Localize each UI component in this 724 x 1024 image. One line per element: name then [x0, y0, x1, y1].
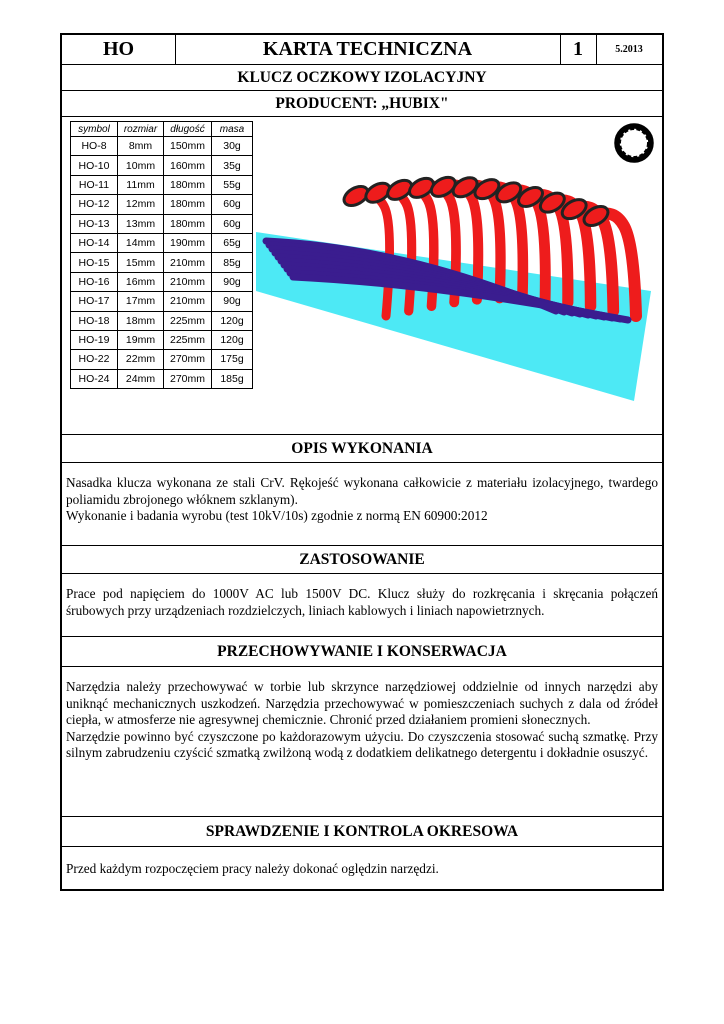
spec-table-header: [71, 122, 253, 137]
table-cell: 11mm: [118, 175, 164, 194]
table-row: [71, 175, 253, 194]
table-cell: 190mm: [164, 233, 212, 252]
paragraph: Nasadka klucza wykonana ze stali CrV. Rękojeść wykonana całkowicie z materiału izolacyjnego, twardego poliamidu zbrojonego włóknem szklanym).: [66, 475, 658, 507]
section-title-kontrola: SPRAWDZENIE I KONTROLA OKRESOWA: [62, 817, 662, 847]
table-row: [71, 272, 253, 291]
table-cell: 16mm: [118, 272, 164, 291]
spec-area: [62, 117, 662, 435]
header-row: [62, 35, 662, 65]
table-cell: 14mm: [118, 233, 164, 252]
table-cell: HO-13: [71, 214, 118, 233]
table-cell: 180mm: [164, 214, 212, 233]
col-header: rozmiar: [118, 122, 164, 137]
table-cell: 160mm: [164, 156, 212, 175]
table-cell: 270mm: [164, 350, 212, 369]
table-row: [71, 369, 253, 388]
table-cell: 225mm: [164, 311, 212, 330]
table-cell: HO-14: [71, 233, 118, 252]
section-title-przechowywanie: PRZECHOWYWANIE I KONSERWACJA: [62, 637, 662, 667]
paragraph: Wykonanie i badania wyrobu (test 10kV/10s) zgodnie z normą EN 60900:2012: [66, 508, 488, 524]
table-cell: 15mm: [118, 253, 164, 272]
section-body-zastosowanie: [62, 574, 662, 637]
table-cell: HO-8: [71, 137, 118, 156]
table-cell: HO-12: [71, 195, 118, 214]
paragraph: Narzędzie powinno być czyszczone po każdorazowym użyciu. Do czyszczenia stosować suchą szmatkę. Przy silnym zabrudzeniu czyścić szmatką zwilżoną wodą z dodatkiem delikatnego detergentu i dokładnie osuszyć.: [66, 728, 658, 761]
table-row: [71, 311, 253, 330]
table-cell: HO-17: [71, 292, 118, 311]
table-cell: 270mm: [164, 369, 212, 388]
section-body-przechowywanie: [62, 667, 662, 817]
section-title-opis: OPIS WYKONANIA: [62, 435, 662, 463]
page-number: 1: [560, 35, 597, 64]
table-row: [71, 156, 253, 175]
section-body-kontrola: [62, 847, 662, 891]
table-row: [71, 214, 253, 233]
table-cell: 60g: [212, 195, 253, 214]
paragraph: Prace pod napięciem do 1000V AC lub 1500V DC. Klucz służy do rozkręcania i skręcania połączeń śrubowych przy urządzeniach rozdzielczych, liniach kablowych i liniach napowietrznych.: [66, 586, 658, 618]
table-cell: HO-22: [71, 350, 118, 369]
table-cell: 35g: [212, 156, 253, 175]
table-row: [71, 253, 253, 272]
table-row: [71, 292, 253, 311]
table-cell: 180mm: [164, 195, 212, 214]
table-cell: 210mm: [164, 272, 212, 291]
table-cell: 17mm: [118, 292, 164, 311]
table-cell: 150mm: [164, 137, 212, 156]
section-title-zastosowanie: ZASTOSOWANIE: [62, 546, 662, 574]
table-cell: 55g: [212, 175, 253, 194]
product-code: HO: [62, 35, 176, 64]
table-cell: 30g: [212, 137, 253, 156]
table-cell: 65g: [212, 233, 253, 252]
sheet-title: KARTA TECHNICZNA: [175, 35, 561, 64]
table-cell: 180mm: [164, 175, 212, 194]
table-cell: 22mm: [118, 350, 164, 369]
section-body-opis: [62, 463, 662, 546]
issue-date: 5.2013: [615, 44, 643, 55]
table-cell: 210mm: [164, 253, 212, 272]
paragraph: Narzędzia należy przechowywać w torbie lub skrzynce narzędziowej oddzielnie od innych narzędzi aby uniknąć mechanicznych uszkodzeń. Narzędzia przechowywać w pomieszczeniach suchych z dala od źródeł ciepła, w atmosferze nie agresywnej chemicznie. Chronić przed działaniem promieni słonecznych.: [66, 679, 658, 728]
table-cell: HO-15: [71, 253, 118, 272]
wrench-set-image: [256, 121, 656, 401]
table-cell: 120g: [212, 330, 253, 349]
table-cell: 18mm: [118, 311, 164, 330]
table-cell: HO-19: [71, 330, 118, 349]
technical-sheet: [60, 33, 664, 891]
col-header: długość: [164, 122, 212, 137]
table-cell: HO-11: [71, 175, 118, 194]
paragraph: Przed każdym rozpoczęciem pracy należy dokonać oględzin narzędzi.: [66, 861, 439, 876]
table-cell: HO-24: [71, 369, 118, 388]
table-cell: 19mm: [118, 330, 164, 349]
table-cell: HO-10: [71, 156, 118, 175]
spec-table: [70, 121, 253, 389]
product-name: KLUCZ OCZKOWY IZOLACYJNY: [62, 65, 662, 91]
table-row: [71, 195, 253, 214]
producer: PRODUCENT: „HUBIX": [62, 91, 662, 117]
table-row: [71, 233, 253, 252]
table-cell: 24mm: [118, 369, 164, 388]
table-cell: 60g: [212, 214, 253, 233]
table-cell: 90g: [212, 272, 253, 291]
table-row: [71, 330, 253, 349]
table-cell: 12mm: [118, 195, 164, 214]
col-header: symbol: [71, 122, 118, 137]
table-cell: 210mm: [164, 292, 212, 311]
socket-outline-icon: [617, 126, 651, 160]
table-row: [71, 137, 253, 156]
table-cell: 90g: [212, 292, 253, 311]
table-cell: 10mm: [118, 156, 164, 175]
table-cell: HO-16: [71, 272, 118, 291]
table-cell: 225mm: [164, 330, 212, 349]
table-cell: 175g: [212, 350, 253, 369]
table-cell: 13mm: [118, 214, 164, 233]
table-row: [71, 350, 253, 369]
table-cell: HO-18: [71, 311, 118, 330]
table-cell: 120g: [212, 311, 253, 330]
table-cell: 85g: [212, 253, 253, 272]
table-cell: 8mm: [118, 137, 164, 156]
table-cell: 185g: [212, 369, 253, 388]
col-header: masa: [212, 122, 253, 137]
